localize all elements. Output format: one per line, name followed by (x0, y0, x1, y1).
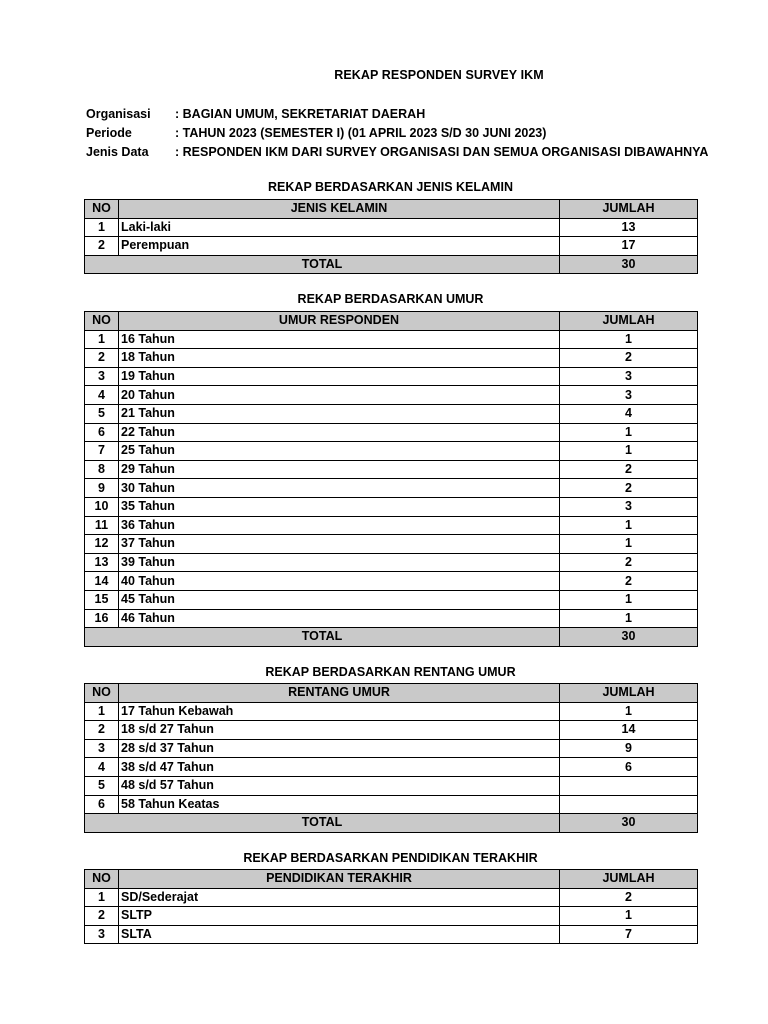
meta-value: : TAHUN 2023 (SEMESTER I) (01 APRIL 2023 S/D 30 JUNI 2023) (175, 126, 547, 140)
table-row (85, 460, 698, 479)
row-count: 1 (560, 907, 698, 926)
table-jenis-kelamin (84, 199, 698, 274)
row-number: 13 (85, 553, 119, 572)
total-row (85, 628, 698, 647)
column-header: JUMLAH (560, 200, 698, 219)
column-header: JUMLAH (560, 870, 698, 889)
row-number: 10 (85, 497, 119, 516)
table-row (85, 590, 698, 609)
table-header-row (85, 870, 698, 889)
meta-key: Organisasi (86, 107, 151, 121)
table-row (85, 907, 698, 926)
table-row (85, 553, 698, 572)
row-count: 7 (560, 925, 698, 944)
row-label: 45 Tahun (119, 590, 560, 609)
table-row (85, 516, 698, 535)
meta-value: : RESPONDEN IKM DARI SURVEY ORGANISASI DAN SEMUA ORGANISASI DIBAWAHNYA (175, 145, 709, 159)
row-number: 3 (85, 925, 119, 944)
table-row (85, 609, 698, 628)
row-number: 2 (85, 907, 119, 926)
table-row (85, 367, 698, 386)
row-count: 1 (560, 590, 698, 609)
table-rentang-umur (84, 683, 698, 833)
row-label: 39 Tahun (119, 553, 560, 572)
row-label: 40 Tahun (119, 572, 560, 591)
row-number: 3 (85, 367, 119, 386)
row-count: 1 (560, 609, 698, 628)
row-number: 1 (85, 888, 119, 907)
column-header: NO (85, 312, 119, 331)
column-header: JUMLAH (560, 684, 698, 703)
table-row (85, 497, 698, 516)
row-count: 2 (560, 888, 698, 907)
meta-key: Jenis Data (86, 145, 149, 159)
row-label: 30 Tahun (119, 479, 560, 498)
table-header-row (85, 684, 698, 703)
meta-value: : BAGIAN UMUM, SEKRETARIAT DAERAH (175, 107, 426, 121)
row-label: Perempuan (119, 237, 560, 256)
table-row (85, 330, 698, 349)
table-row (85, 702, 698, 721)
row-count: 1 (560, 516, 698, 535)
row-count: 13 (560, 218, 698, 237)
total-row (85, 814, 698, 833)
table-row (85, 721, 698, 740)
row-number: 6 (85, 423, 119, 442)
row-label: 21 Tahun (119, 404, 560, 423)
row-number: 11 (85, 516, 119, 535)
table-row (85, 758, 698, 777)
row-label: 20 Tahun (119, 386, 560, 405)
total-row (85, 255, 698, 274)
total-value: 30 (560, 255, 698, 274)
row-number: 9 (85, 479, 119, 498)
row-count: 2 (560, 479, 698, 498)
meta-organisasi (86, 105, 425, 124)
table-row (85, 535, 698, 554)
row-count: 1 (560, 423, 698, 442)
row-label: 46 Tahun (119, 609, 560, 628)
row-number: 16 (85, 609, 119, 628)
row-count: 1 (560, 702, 698, 721)
row-label: 36 Tahun (119, 516, 560, 535)
table-row (85, 739, 698, 758)
table-row (85, 442, 698, 461)
row-label: SLTA (119, 925, 560, 944)
row-label: 22 Tahun (119, 423, 560, 442)
total-label: TOTAL (85, 628, 560, 647)
row-count (560, 776, 698, 795)
column-header: JUMLAH (560, 312, 698, 331)
row-number: 4 (85, 758, 119, 777)
row-count: 1 (560, 442, 698, 461)
page-title: REKAP RESPONDEN SURVEY IKM (334, 68, 544, 82)
table-header-row (85, 200, 698, 219)
row-count: 1 (560, 535, 698, 554)
row-count: 6 (560, 758, 698, 777)
meta-periode (86, 124, 546, 143)
total-label: TOTAL (85, 255, 560, 274)
row-number: 12 (85, 535, 119, 554)
column-header: NO (85, 870, 119, 889)
row-count: 14 (560, 721, 698, 740)
row-count: 9 (560, 739, 698, 758)
row-label: 48 s/d 57 Tahun (119, 776, 560, 795)
column-header: NO (85, 684, 119, 703)
row-count: 17 (560, 237, 698, 256)
row-label: SLTP (119, 907, 560, 926)
row-label: 25 Tahun (119, 442, 560, 461)
row-count (560, 795, 698, 814)
row-label: 38 s/d 47 Tahun (119, 758, 560, 777)
table-row (85, 349, 698, 368)
row-number: 15 (85, 590, 119, 609)
table-pendidikan (84, 869, 698, 944)
column-header: PENDIDIKAN TERAKHIR (119, 870, 560, 889)
row-number: 2 (85, 237, 119, 256)
row-number: 1 (85, 702, 119, 721)
row-number: 1 (85, 218, 119, 237)
row-number: 8 (85, 460, 119, 479)
row-number: 4 (85, 386, 119, 405)
row-label: SD/Sederajat (119, 888, 560, 907)
table-row (85, 404, 698, 423)
column-header: UMUR RESPONDEN (119, 312, 560, 331)
row-label: 18 Tahun (119, 349, 560, 368)
row-label: 37 Tahun (119, 535, 560, 554)
row-count: 2 (560, 349, 698, 368)
row-label: 16 Tahun (119, 330, 560, 349)
row-count: 3 (560, 386, 698, 405)
table-row (85, 572, 698, 591)
row-number: 2 (85, 349, 119, 368)
row-count: 2 (560, 460, 698, 479)
row-number: 3 (85, 739, 119, 758)
row-number: 5 (85, 404, 119, 423)
section-title-jenis-kelamin: REKAP BERDASARKAN JENIS KELAMIN (268, 180, 513, 194)
total-value: 30 (560, 628, 698, 647)
row-count: 3 (560, 367, 698, 386)
total-value: 30 (560, 814, 698, 833)
row-count: 4 (560, 404, 698, 423)
table-umur (84, 311, 698, 647)
row-label: 17 Tahun Kebawah (119, 702, 560, 721)
row-count: 2 (560, 572, 698, 591)
row-number: 7 (85, 442, 119, 461)
table-row (85, 776, 698, 795)
section-title-umur: REKAP BERDASARKAN UMUR (297, 292, 484, 306)
table-row (85, 795, 698, 814)
row-number: 2 (85, 721, 119, 740)
row-label: 28 s/d 37 Tahun (119, 739, 560, 758)
row-count: 2 (560, 553, 698, 572)
table-row (85, 386, 698, 405)
row-number: 6 (85, 795, 119, 814)
row-count: 3 (560, 497, 698, 516)
row-label: 29 Tahun (119, 460, 560, 479)
row-label: 18 s/d 27 Tahun (119, 721, 560, 740)
row-count: 1 (560, 330, 698, 349)
column-header: JENIS KELAMIN (119, 200, 560, 219)
table-row (85, 479, 698, 498)
table-row (85, 237, 698, 256)
column-header: RENTANG UMUR (119, 684, 560, 703)
total-label: TOTAL (85, 814, 560, 833)
row-number: 14 (85, 572, 119, 591)
row-number: 1 (85, 330, 119, 349)
table-row (85, 925, 698, 944)
section-title-pendidikan: REKAP BERDASARKAN PENDIDIKAN TERAKHIR (243, 851, 538, 865)
table-row (85, 423, 698, 442)
row-label: Laki-laki (119, 218, 560, 237)
table-header-row (85, 312, 698, 331)
row-label: 58 Tahun Keatas (119, 795, 560, 814)
column-header: NO (85, 200, 119, 219)
section-title-rentang-umur: REKAP BERDASARKAN RENTANG UMUR (265, 665, 516, 679)
row-label: 35 Tahun (119, 497, 560, 516)
meta-key: Periode (86, 126, 132, 140)
table-row (85, 218, 698, 237)
row-number: 5 (85, 776, 119, 795)
meta-jenis-data (86, 143, 708, 162)
row-label: 19 Tahun (119, 367, 560, 386)
table-row (85, 888, 698, 907)
